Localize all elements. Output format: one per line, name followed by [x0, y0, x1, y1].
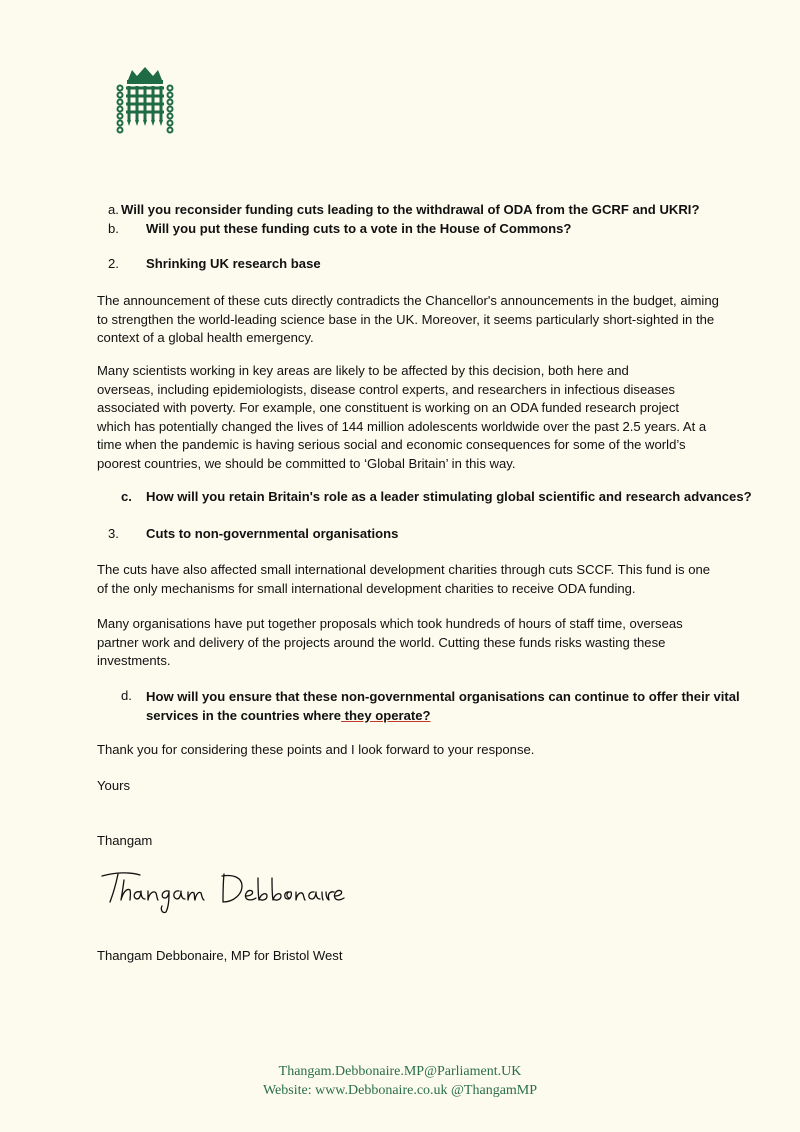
- portcullis-logo-icon: [114, 66, 176, 136]
- question-d-label: d.: [121, 688, 132, 703]
- paragraph-line: associated with poverty. For example, one constituent is working on an ODA funded research project: [97, 400, 680, 416]
- paragraph-line: of the only mechanisms for small international development charities to receive ODA funding.: [97, 580, 636, 596]
- question-a-text: Will you reconsider funding cuts leading to the withdrawal of ODA from the GCRF and UKRI?: [121, 202, 700, 217]
- section-3-number: 3.: [108, 526, 119, 541]
- question-c-text: How will you retain Britain's role as a leader stimulating global scientific and research advances?: [146, 489, 752, 504]
- question-d-line: [146, 707, 740, 726]
- footer-website[interactable]: Website: www.Debbonaire.co.uk @ThangamMP: [262, 1083, 538, 1098]
- handwritten-signature: [96, 866, 346, 916]
- section-2-number: 2.: [108, 256, 119, 271]
- paragraph-line: partner work and delivery of the projects around the world. Cutting these funds risks wasting these: [97, 634, 666, 650]
- section-2-title: Shrinking UK research base: [146, 256, 321, 271]
- section-3-title: Cuts to non-governmental organisations: [146, 526, 399, 541]
- paragraph-line: The cuts have also affected small international development charities through cuts SCCF. This fund is one: [97, 562, 711, 577]
- text-segment: they operate?: [341, 707, 431, 723]
- paragraph-line: The announcement of these cuts directly contradicts the Chancellor's announcements in the budget, aiming: [97, 293, 719, 308]
- closing-first-name: Thangam: [97, 833, 153, 848]
- paragraph-budget-contradiction: [97, 292, 757, 348]
- text-segment: , and researchers in infectious diseases: [444, 381, 675, 397]
- closing-yours: Yours: [97, 778, 131, 793]
- question-b-text: Will you put these funding cuts to a vote in the House of Commons?: [146, 221, 572, 236]
- paragraph-line: context of a global health emergency.: [97, 330, 314, 346]
- text-segment: services in the countries where: [146, 707, 342, 723]
- closing-thanks: Thank you for considering these points and I look forward to your response.: [97, 742, 535, 757]
- paragraph-proposals: [97, 615, 757, 671]
- paragraph-line: Many organisations have put together proposals which took hundreds of hours of staff time, overseas: [97, 616, 683, 631]
- paragraph-line: poorest countries, we should be committed to ‘Global Britain’ in this way.: [97, 455, 516, 471]
- footer-email[interactable]: Thangam.Debbonaire.MP@Parliament.UK: [278, 1064, 522, 1079]
- paragraph-line: investments.: [97, 653, 171, 669]
- question-a-label: a.: [108, 202, 119, 217]
- question-b-label: b.: [108, 221, 119, 236]
- paragraph-line: [97, 381, 757, 400]
- signature-name-title: Thangam Debbonaire, MP for Bristol West: [97, 948, 343, 963]
- paragraph-line: time when the pandemic is having serious social and economic consequences for some of the world’s: [97, 437, 686, 453]
- paragraph-sccf-cuts: [97, 561, 757, 598]
- paragraph-line: which has potentially changed the lives of 144 million adolescents worldwide over the past 2.5 years. At a: [97, 418, 707, 434]
- paragraph-line: Many scientists working in key areas are likely to be affected by this decision, both here and: [97, 363, 629, 378]
- question-c-label: c.: [121, 489, 132, 504]
- text-segment: overseas, including epidemiologists, disease control experts: [97, 381, 445, 397]
- question-d-line: How will you ensure that these non-governmental organisations can continue to offer their vital: [146, 689, 740, 704]
- paragraph-line: to strengthen the world-leading science base in the UK. Moreover, it seems particularly short-sighted in the: [97, 311, 715, 327]
- question-d-text: [146, 688, 740, 725]
- paragraph-scientists-affected: [97, 362, 757, 474]
